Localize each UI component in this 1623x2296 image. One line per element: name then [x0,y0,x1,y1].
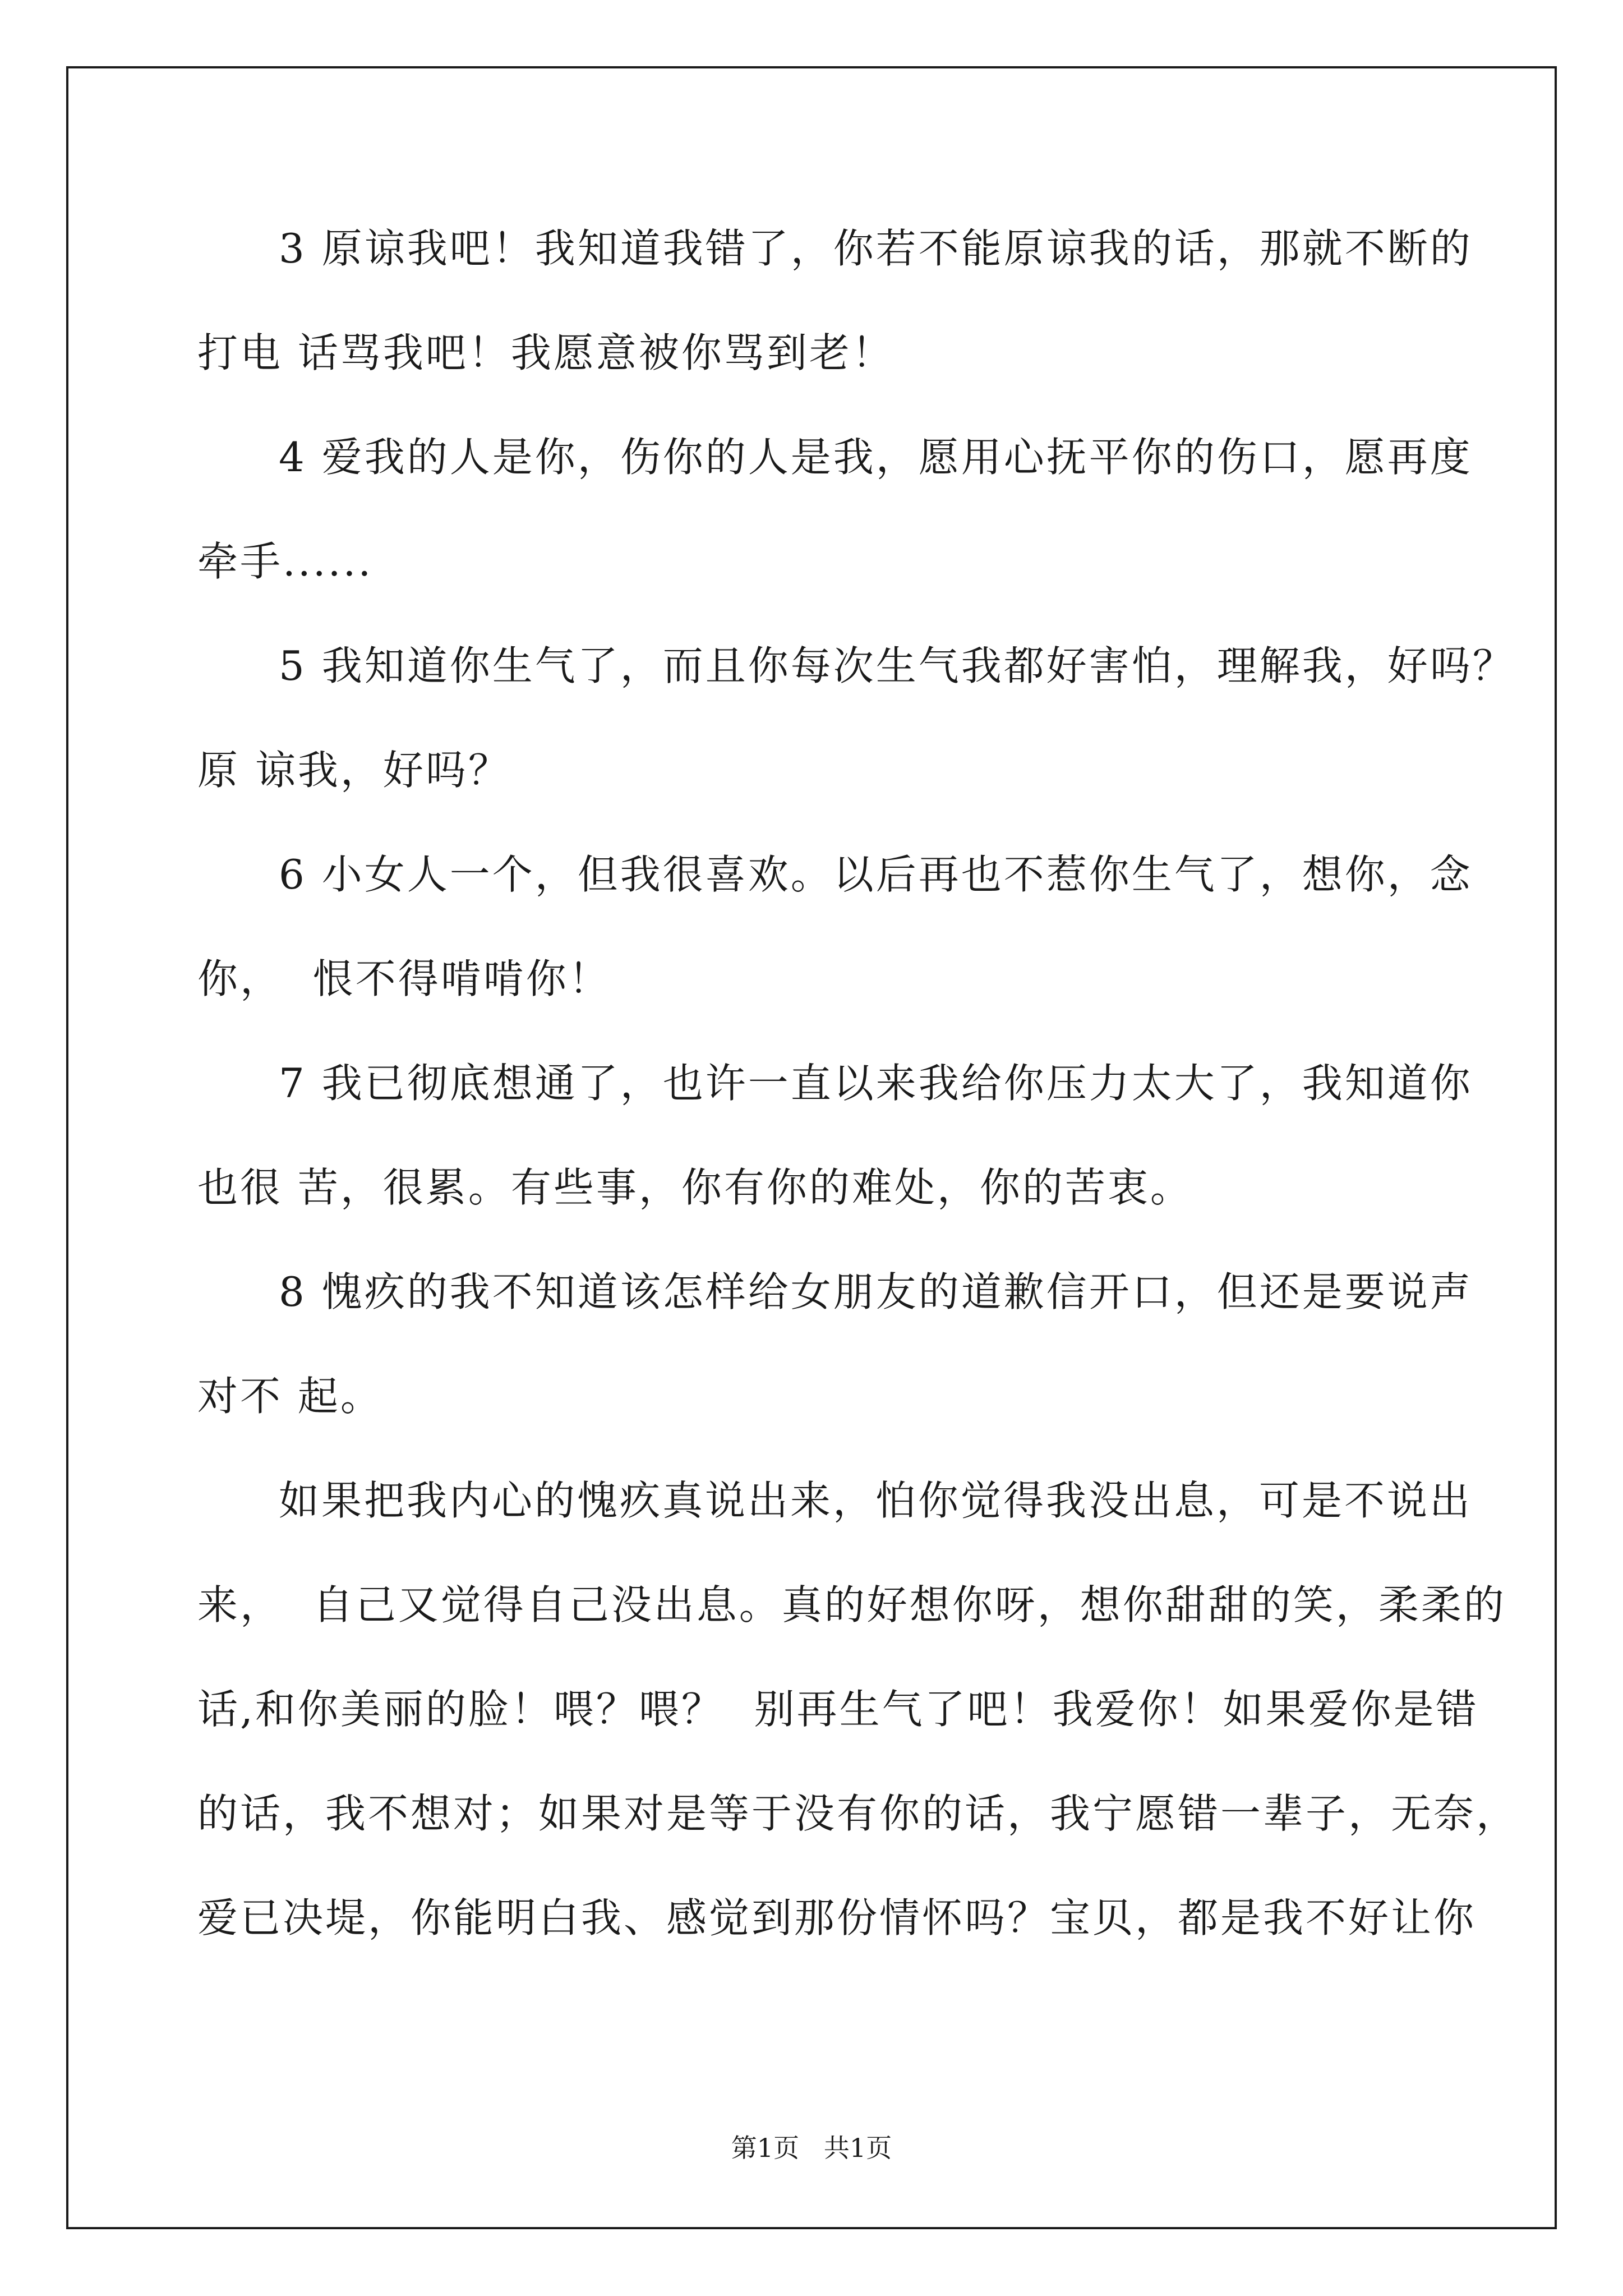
text-line: 7 我已彻底想通了，也许一直以来我给你压力太大了，我知道你 [279,1060,1473,1107]
text-line: 3 原谅我吧！我知道我错了，你若不能原谅我的话，那就不断的 [279,225,1473,272]
page-footer: 第1页 共1页 [731,2133,892,2163]
text-line: 话,和你美丽的脸！喂？喂？ 别再生气了吧！我爱你！如果爱你是错 [197,1686,1479,1733]
text-line: 也很 苦，很累。有些事，你有你的难处，你的苦衷。 [197,1164,1193,1211]
text-line: 来， 自己又觉得自己没出息。真的好想你呀，想你甜甜的笑，柔柔的 [197,1581,1506,1628]
document-body [197,215,1519,1989]
text-line: 如果把我内心的愧疚真说出来，怕你觉得我没出息，可是不说出 [279,1477,1473,1524]
text-line: 你， 恨不得啃啃你！ [197,955,611,1002]
text-line: 4 爱我的人是你，伤你的人是我，愿用心抚平你的伤口，愿再度 [279,434,1473,481]
text-line: 对不 起。 [197,1373,383,1420]
text-line: 5 我知道你生气了，而且你每次生气我都好害怕，理解我，好吗？ [279,642,1515,689]
text-line: 的话，我不想对；如果对是等于没有你的话，我宁愿错一辈子，无奈， [197,1790,1519,1837]
text-line: 6 小女人一个，但我很喜欢。以后再也不惹你生气了，想你，念 [279,851,1473,898]
text-line: 8 愧疚的我不知道该怎样给女朋友的道歉信开口，但还是要说声 [279,1268,1473,1315]
text-line: 原 谅我，好吗？ [197,747,511,794]
text-line: 打电 话骂我吧！我愿意被你骂到老！ [197,329,895,376]
text-line: 牵手...... [197,538,374,585]
text-line: 爱已决堤，你能明白我、感觉到那份情怀吗？宝贝，都是我不好让你 [197,1894,1477,1941]
